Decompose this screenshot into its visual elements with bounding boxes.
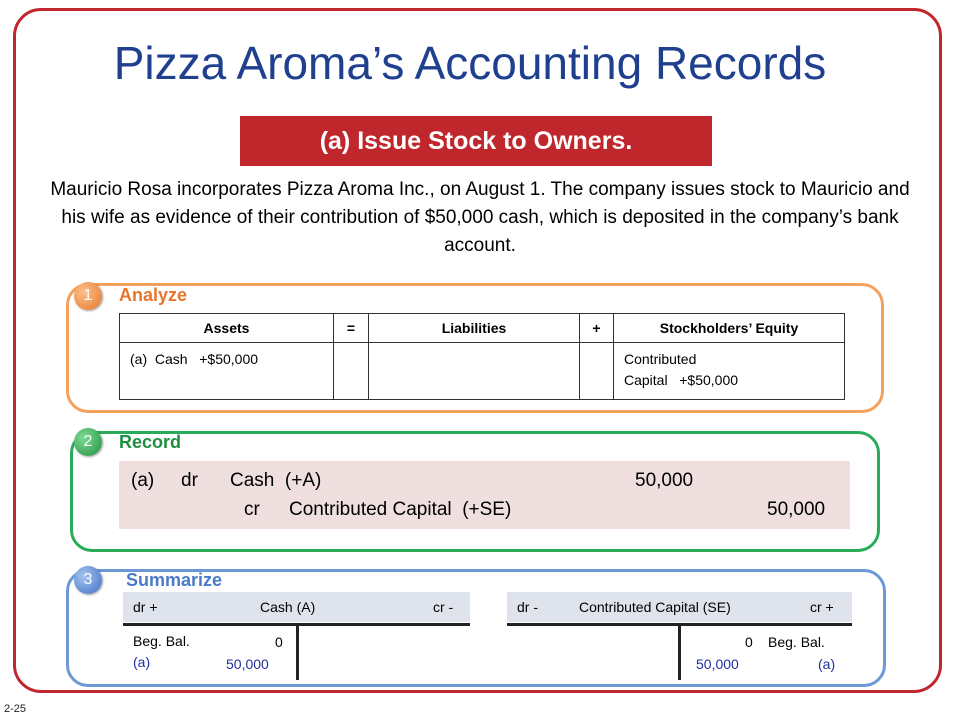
step-1-badge: 1: [74, 282, 102, 310]
capital-taccount-divider: [678, 623, 681, 680]
equals-cell: [333, 343, 369, 400]
credit-account: Contributed Capital (+SE): [289, 499, 512, 520]
accounting-equation-table: [119, 313, 845, 400]
cash-taccount-header: [123, 592, 470, 622]
capital-credit-sign: cr +: [810, 599, 834, 615]
capital-account-title: Contributed Capital (SE): [579, 599, 731, 615]
assets-header: Assets: [119, 313, 334, 343]
debit-amount: 50,000: [635, 470, 694, 491]
capital-entry-value: 50,000: [696, 656, 739, 672]
record-label: Record: [119, 432, 182, 452]
credit-amount: 50,000: [767, 499, 826, 520]
debit-account: Cash (+A): [230, 470, 322, 491]
step-3-badge: 3: [74, 566, 102, 594]
analyze-label: Analyze: [119, 285, 188, 305]
slide-number: 2-25: [4, 703, 27, 715]
plus-cell: [579, 343, 614, 400]
equity-cell: [613, 343, 845, 400]
liabilities-cell: [368, 343, 580, 400]
liabilities-header: Liabilities: [368, 313, 580, 343]
capital-debit-sign: dr -: [517, 599, 538, 615]
assets-entry: (a) Cash +$50,000: [130, 351, 259, 367]
equity-header: Stockholders’ Equity: [613, 313, 845, 343]
capital-entry-ref: (a): [818, 656, 836, 672]
capital-beg-value: 0: [745, 634, 753, 650]
cash-debit-sign: dr +: [133, 599, 158, 615]
transaction-banner: (a) Issue Stock to Owners.: [240, 116, 712, 166]
cash-taccount-divider: [296, 623, 299, 680]
slide-title: Pizza Aroma’s Accounting Records: [113, 37, 827, 89]
capital-beg-label: Beg. Bal.: [768, 634, 825, 650]
credit-marker: cr: [244, 499, 260, 520]
equity-entry-line2: Capital +$50,000: [624, 372, 739, 388]
debit-marker: dr: [181, 470, 198, 491]
transaction-description: Mauricio Rosa incorporates Pizza Aroma Inc., on August 1. The company issues stock to Mauricio and his wife as evidence of their contribution of $50,000 cash, which is deposited in the company’s bank account.: [50, 179, 910, 256]
journal-entry: [119, 461, 850, 529]
equity-entry-line1: Contributed: [624, 351, 697, 367]
cash-entry-value: 50,000: [226, 656, 269, 672]
assets-cell: [119, 343, 334, 400]
equals-header: =: [333, 313, 369, 343]
capital-taccount-header: [507, 592, 852, 622]
cash-beg-value: 0: [275, 634, 283, 650]
summarize-label: Summarize: [126, 570, 223, 590]
cash-beg-label: Beg. Bal.: [133, 633, 190, 649]
plus-header: +: [579, 313, 614, 343]
cash-credit-sign: cr -: [433, 599, 454, 615]
entry-ref: (a): [131, 470, 155, 491]
cash-account-title: Cash (A): [260, 599, 316, 615]
step-2-badge: 2: [74, 428, 102, 456]
cash-entry-ref: (a): [133, 654, 151, 670]
